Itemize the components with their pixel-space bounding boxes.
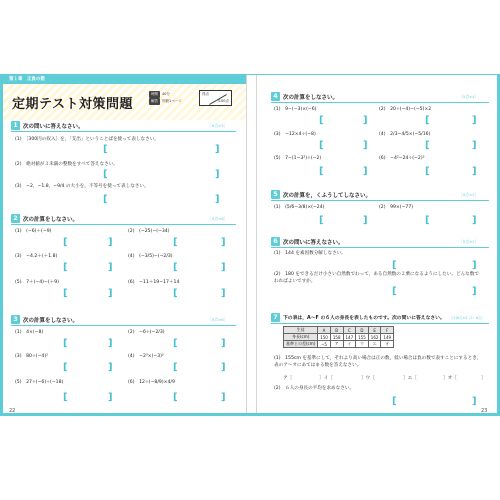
- table-cell: 162: [368, 334, 381, 341]
- q2-item-5: (5) 7＋(−4)−(＋9): [15, 280, 59, 285]
- question-2-points: ［5点×6］: [208, 216, 228, 221]
- time-value: 40分: [162, 92, 170, 96]
- answer-bracket-close: ]: [472, 286, 477, 297]
- answer-bracket-open: [: [173, 362, 178, 373]
- question-6-rule: [271, 247, 489, 248]
- page-gutter: [246, 75, 257, 413]
- answer-bracket-open: [: [319, 215, 324, 226]
- question-1-number: 1: [11, 121, 20, 130]
- question-4-number: 4: [271, 92, 280, 101]
- answer-bracket-close: ]: [221, 392, 226, 403]
- question-6-points: ［5点×2］: [459, 239, 479, 244]
- table-cell: 基準との差(cm): [284, 341, 318, 348]
- q2-item-1: (1) (−6)＋(−9): [15, 229, 52, 234]
- question-1-rule: [11, 131, 236, 132]
- q3-item-1: (1) 4×(−8): [15, 330, 44, 335]
- q1-item-1: (1) ［300円の収入］を，「支出」ということばを使って表しなさい。: [15, 137, 159, 142]
- answer-tag: 解答: [151, 99, 158, 103]
- table-cell: ア: [330, 341, 343, 348]
- answer-bracket-open: [: [392, 260, 397, 271]
- table-cell: −5: [318, 341, 331, 348]
- question-7-rule: [271, 323, 489, 324]
- time-tag: 時間: [151, 92, 158, 96]
- answer-bracket-open: [: [425, 140, 430, 151]
- question-7-number: 7: [271, 313, 280, 322]
- answer-bracket-close: ]: [221, 288, 226, 299]
- question-6-number: 6: [271, 237, 280, 246]
- answer-bracket-open: [: [392, 286, 397, 297]
- question-4-heading: 次の計算をしなさい。: [283, 95, 339, 101]
- question-6-heading: 次の問いに答えなさい。: [283, 240, 344, 246]
- answer-label-end: ］: [481, 376, 486, 381]
- answer-bracket-open: [: [103, 144, 108, 155]
- question-3-heading: 次の計算をしなさい。: [23, 318, 79, 324]
- question-1-points: ［6点×3］: [208, 123, 228, 128]
- answer-bracket-open: [: [63, 288, 68, 299]
- answer-bracket-close: ]: [472, 166, 477, 177]
- answer-bracket-close: ]: [108, 362, 113, 373]
- answer-label-e: ］エ［: [403, 376, 417, 381]
- answer-bracket-close: ]: [363, 215, 368, 226]
- q5-item-1: (1) (5/6−3/8)×(−24): [274, 205, 325, 210]
- answer-bracket-open: [: [173, 237, 178, 248]
- question-4-rule: [271, 102, 489, 103]
- table-cell: イ: [343, 341, 356, 348]
- q6-item-1: (1) 144 を素因数分解しなさい。: [274, 251, 346, 256]
- answer-bracket-close: ]: [108, 338, 113, 349]
- table-cell: 身長(cm): [284, 334, 318, 341]
- q1-item-3: (3) −2，−1.8，−9/4 の大小を，不等号を使って表しなさい。: [15, 184, 149, 189]
- chapter-label: 第１章 正負の数: [3, 75, 246, 84]
- q2-item-2: (2) (−25)−(−34): [128, 229, 170, 234]
- answer-bracket-open: [: [63, 338, 68, 349]
- q1-item-2: (2) 絶対値が３未満の整数をすべて答えなさい。: [15, 162, 118, 167]
- q6-item-2: (2) 180 をできるだけ小さい自然数でわって，ある自然数の２乗になるようにしたい。どんな数でわればよいですか。: [274, 272, 479, 284]
- answer-label-o: ］オ［: [443, 376, 457, 381]
- q3-item-4: (4) −2³×(−3)²: [128, 354, 164, 359]
- answer-bracket-close: ]: [108, 237, 113, 248]
- table-cell: 155: [356, 334, 369, 341]
- answer-bracket-open: [: [63, 392, 68, 403]
- q2-item-3: (3) −4.2＋(＋1.8): [15, 254, 58, 259]
- answer-bracket-open: [: [173, 392, 178, 403]
- right-page-number: 23: [481, 408, 488, 413]
- answer-bracket-close: ]: [221, 362, 226, 373]
- answer-bracket-open: [: [425, 115, 430, 126]
- answer-bracket-open: [: [319, 140, 324, 151]
- answer-bracket-open: [: [319, 115, 324, 126]
- q5-item-2: (2) 99×(−77): [379, 205, 414, 210]
- answer-bracket-open: [: [63, 237, 68, 248]
- q4-item-4: (4) 2/3−4/5×(−5/16): [379, 132, 431, 137]
- score-points: /100点: [217, 99, 229, 103]
- q4-item-1: (1) 9−(−3)×(−6): [274, 107, 317, 112]
- answer-bracket-open: [: [425, 166, 430, 177]
- table-cell: D: [356, 327, 369, 334]
- q4-item-2: (2) 20÷(−4)−(−5)×2: [379, 107, 432, 112]
- answer-bracket-open: [: [103, 169, 108, 180]
- question-5-heading: 次の計算を，くふうしてしなさい。: [283, 193, 372, 199]
- question-2-rule: [11, 224, 236, 225]
- answer-bracket-open: [: [319, 166, 324, 177]
- question-5-number: 5: [271, 190, 280, 199]
- left-page: [3, 75, 246, 413]
- question-3-rule: [11, 325, 236, 326]
- answer-bracket-close: ]: [472, 140, 477, 151]
- answer-bracket-close: ]: [472, 115, 477, 126]
- table-cell: 149: [381, 334, 394, 341]
- table-cell: 150: [318, 334, 331, 341]
- answer-bracket-open: [: [103, 194, 108, 205]
- table-cell: 生徒: [284, 327, 318, 334]
- table-cell: エ: [368, 341, 381, 348]
- answer-bracket-close: ]: [215, 194, 220, 205]
- table-cell: F: [381, 327, 394, 334]
- q3-item-2: (2) −6÷(−2/3): [128, 330, 165, 335]
- answer-bracket-open: [: [63, 362, 68, 373]
- table-header-row: [284, 327, 394, 334]
- test-meta: [149, 91, 182, 105]
- answer-bracket-close: ]: [221, 237, 226, 248]
- table-cell: B: [330, 327, 343, 334]
- question-4-points: ［5点×4］: [459, 94, 479, 99]
- table-cell: A: [318, 327, 331, 334]
- right-page: [257, 75, 497, 413]
- answer-value: 別冊1ページ: [162, 99, 182, 103]
- answer-bracket-close: ]: [472, 215, 477, 226]
- answer-bracket-open: [: [173, 288, 178, 299]
- answer-bracket-close: ]: [472, 396, 477, 407]
- answer-bracket-close: ]: [215, 144, 220, 155]
- answer-bracket-open: [: [173, 338, 178, 349]
- page-title: 定期テスト対策問題: [12, 97, 133, 112]
- q2-item-4: (4) (−3/5)−(−2/3): [128, 254, 173, 259]
- table-cell: ウ: [356, 341, 369, 348]
- question-2-number: 2: [11, 214, 20, 223]
- answer-bracket-close: ]: [363, 115, 368, 126]
- q3-item-5: (5) 27÷(−6)÷(−18): [15, 380, 64, 385]
- answer-bracket-open: [: [63, 262, 68, 273]
- table-cell: 158: [330, 334, 343, 341]
- table-row: [284, 334, 394, 341]
- question-3-points: ［5点×6］: [208, 317, 228, 322]
- answer-bracket-close: ]: [221, 262, 226, 273]
- question-3-number: 3: [11, 315, 20, 324]
- answer-bracket-close: ]: [108, 392, 113, 403]
- table-row: [284, 341, 394, 348]
- table-cell: C: [343, 327, 356, 334]
- answer-bracket-close: ]: [363, 140, 368, 151]
- answer-bracket-close: ]: [472, 260, 477, 271]
- q3-item-3: (3) 80÷(−4)²: [15, 354, 48, 359]
- q4-item-6: (6) −4²−24÷(−2)³: [379, 156, 425, 161]
- question-7-points: ［(1)6点×5（2）6点］: [449, 316, 485, 320]
- question-5-points: ［5点×2］: [459, 192, 479, 197]
- answer-label-i: ］イ［: [319, 376, 333, 381]
- score-label: 得点: [202, 92, 209, 96]
- q2-item-6: (6) −11＋19−17＋14: [128, 280, 180, 285]
- answer-label-u: ］ウ［: [361, 376, 375, 381]
- q7-item-2: (2) ６人の身長の平均を求めなさい。: [274, 386, 355, 391]
- answer-bracket-open: [: [392, 396, 397, 407]
- q4-item-3: (3) −12×4÷(−8): [274, 132, 316, 137]
- q3-item-6: (6) 12÷(−8/9)×4/9: [128, 380, 175, 385]
- answer-bracket-open: [: [425, 215, 430, 226]
- answer-bracket-close: ]: [108, 288, 113, 299]
- answer-bracket-close: ]: [363, 166, 368, 177]
- question-2-heading: 次の計算をしなさい。: [23, 217, 79, 223]
- table-cell: オ: [381, 341, 394, 348]
- answer-bracket-close: ]: [108, 262, 113, 273]
- left-page-number: 22: [9, 408, 16, 413]
- table-cell: E: [368, 327, 381, 334]
- question-1-heading: 次の問いに答えなさい。: [23, 124, 84, 130]
- height-table: [283, 326, 394, 348]
- q4-item-5: (5) 7−(1−3²)÷(−2): [274, 156, 322, 161]
- answer-bracket-open: [: [173, 262, 178, 273]
- answer-label-a: ア［: [283, 376, 293, 381]
- answer-bracket-close: ]: [221, 338, 226, 349]
- score-box: [199, 90, 232, 106]
- answer-bracket-close: ]: [215, 169, 220, 180]
- question-5-rule: [271, 200, 489, 201]
- table-cell: 147: [343, 334, 356, 341]
- q7-item-1: (1) 155cm を基準にして，それより高い場合は正の数，低い場合は負の数で表すことにするとき，表のア〜オにあてはまる数を答えなさい。: [274, 356, 482, 368]
- question-7-heading: 下の表は，A〜F の６人の身長を表したものです。次の問いに答えなさい。: [283, 316, 445, 321]
